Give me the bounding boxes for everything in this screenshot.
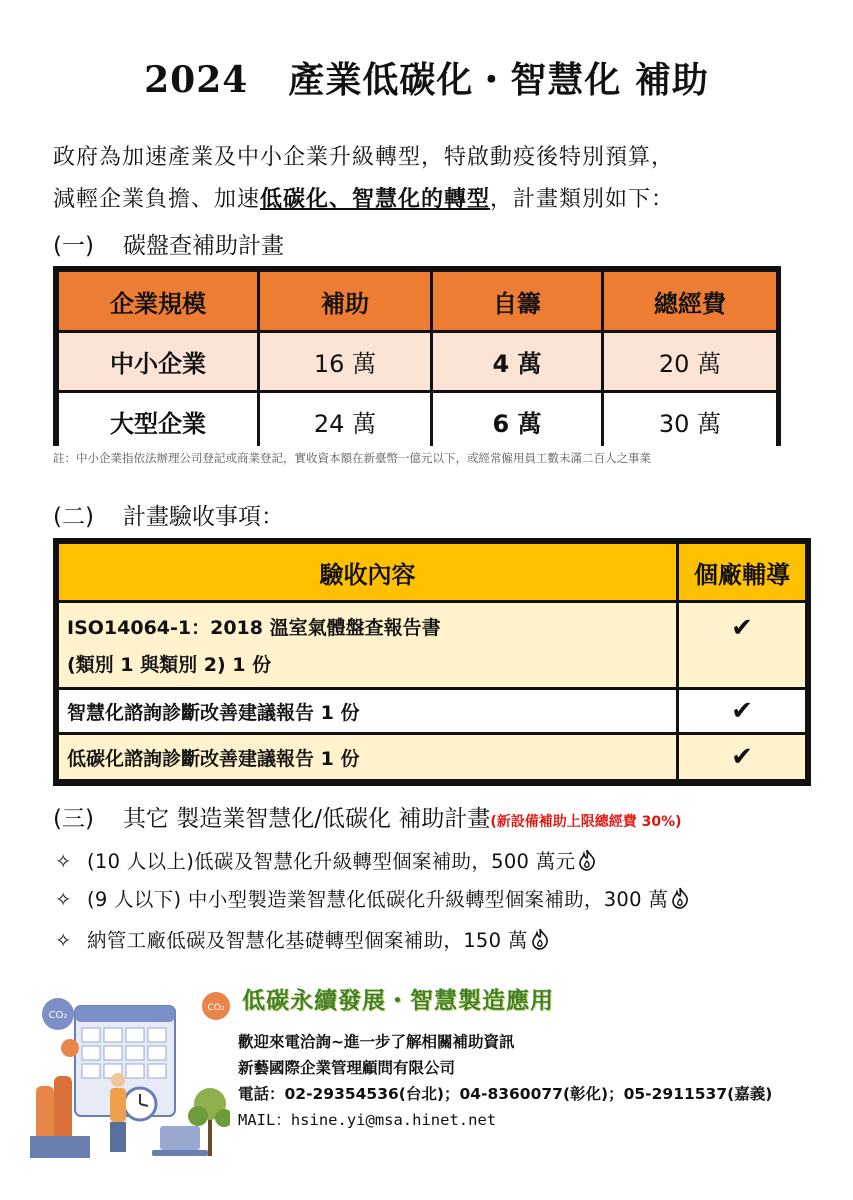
table1-cell: 6 萬 [433,393,601,450]
section-3-heading [53,800,682,833]
acceptance-table [53,538,811,786]
co2-bubble-label: CO₂ [48,1010,68,1021]
star-bullet-icon: ✧ [55,850,72,873]
section-3-note: (新設備補助上限總經費 30%) [490,814,682,830]
table1-cell: 4 萬 [433,333,601,390]
table2-cell-iso [59,603,676,687]
fire-icon [670,887,690,914]
list-item [55,884,690,914]
table2-header: 個廠輔導 [679,544,805,600]
section-1-number: (一) [53,233,94,259]
company-name: 新藝國際企業管理顧問有限公司 [238,1059,456,1077]
table1-header: 企業規模 [59,272,257,330]
bullet-text: 納管工廠低碳及智慧化基礎轉型個案補助，150 萬 [87,929,528,952]
table1-cell: 30 萬 [604,393,776,450]
table-note: 註：中小企業指依法辦理公司登記或商業登記，實收資本額在新臺幣一億元以下，或經常僱用員工數未滿二百人之事業 [53,451,651,465]
table1-header: 自籌 [433,272,601,330]
email-address: MAIL：hsine.yi@msa.hinet.net [238,1111,497,1129]
co2-bubble-label: CO₂ [207,1003,225,1013]
list-item [55,846,597,876]
phone-numbers: 電話：02-29354536(台北)；04-8360077(彰化)；05-2911537(嘉義) [238,1085,773,1103]
title-text: 產業低碳化・智慧化 補助 [288,59,709,101]
fire-icon [577,849,597,876]
table2-header: 驗收內容 [59,544,676,600]
table1-cell: 中小企業 [59,333,257,390]
table1-cell: 20 萬 [604,333,776,390]
check-icon: ✔ [679,690,805,732]
section-2-label: 計畫驗收事項： [123,504,284,530]
section-2-heading [53,498,284,531]
subsidy-table [53,266,781,446]
section-3-number: (三) [53,806,94,832]
footer-line-1: 歡迎來電洽詢~進一步了解相關補助資訊 [238,1033,515,1051]
list-item [55,925,550,955]
fire-icon [530,928,550,955]
bullet-text: (9 人以下) 中小型製造業智慧化低碳化升級轉型個案補助，300 萬 [87,888,669,911]
intro-emphasis: 低碳化、智慧化的轉型 [260,187,491,212]
section-1-heading [53,227,284,260]
bullet-text: (10 人以上)低碳及智慧化升級轉型個案補助，500 萬元 [87,850,576,873]
table1-cell: 16 萬 [260,333,430,390]
table2-cell-lowcarbon: 低碳化諮詢診斷改善建議報告 1 份 [59,735,676,779]
section-1-label: 碳盤查補助計畫 [123,233,284,259]
title-year: 2024 [144,59,249,101]
table1-header: 總經費 [604,272,776,330]
page-title [0,52,853,103]
section-2-number: (二) [53,504,94,530]
star-bullet-icon: ✧ [55,929,72,952]
factory-illustration [30,976,230,1160]
star-bullet-icon: ✧ [55,888,72,911]
table1-header: 補助 [260,272,430,330]
check-icon: ✔ [679,735,805,779]
iso-line-2: (類別 1 與類別 2) 1 份 [67,654,272,676]
table1-cell: 大型企業 [59,393,257,450]
iso-line-1: ISO14064-1：2018 溫室氣體盤查報告書 [67,617,441,639]
intro-line-2-a: 減輕企業負擔、加速 [53,187,261,212]
section-3-label: 其它 製造業智慧化/低碳化 補助計畫 [123,806,491,832]
intro-line-2-b: ，計畫類別如下： [490,187,675,212]
intro-line-2 [53,182,674,213]
table1-cell: 24 萬 [260,393,430,450]
table2-cell-smart: 智慧化諮詢診斷改善建議報告 1 份 [59,690,676,732]
footer-title: 低碳永續發展・智慧製造應用 [242,988,554,1014]
intro-line-1: 政府為加速產業及中小企業升級轉型，特啟動疫後特別預算， [53,145,675,170]
check-icon: ✔ [679,603,805,687]
